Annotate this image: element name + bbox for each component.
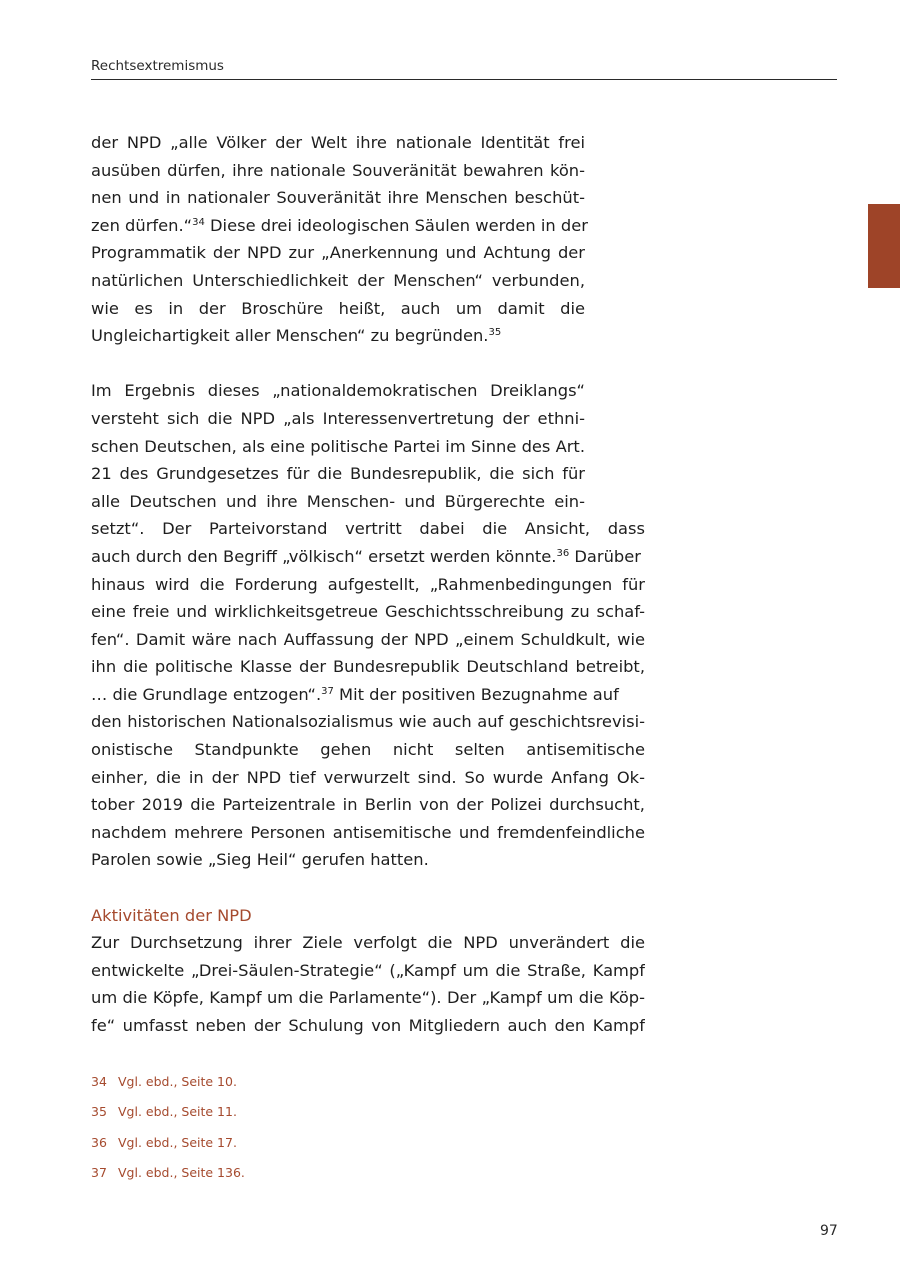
chapter-tab-marker bbox=[868, 204, 900, 288]
text-line: fe“ umfasst neben der Schulung von Mitgliedern auch den Kampf bbox=[91, 1016, 645, 1035]
text-segment: Ungleichartigkeit aller Menschen“ zu begründen. bbox=[91, 326, 489, 346]
footnote-number: 34 bbox=[91, 1074, 107, 1089]
footnote-ref: 35 bbox=[488, 327, 502, 339]
text-line: natürlichen Unterschiedlichkeit der Menschen“ verbunden, bbox=[91, 270, 585, 290]
text-line bbox=[91, 212, 588, 240]
text-line: entwickelte „Drei-Säulen-Strategie“ („Kampf um die Straße, Kampf bbox=[91, 960, 645, 980]
text-line: Parolen sowie „Sieg Heil“ gerufen hatten. bbox=[91, 850, 429, 870]
text-line: nachdem mehrere Personen antisemitische und fremdenfeindliche bbox=[91, 822, 645, 842]
text-line bbox=[91, 681, 645, 709]
paragraph-3 bbox=[91, 929, 645, 1039]
page-number: 97 bbox=[820, 1223, 838, 1239]
text-line: tober 2019 die Parteizentrale in Berlin von der Polizei durchsucht, bbox=[91, 795, 645, 815]
text-line: setzt“. Der Parteivorstand vertritt dabei die Ansicht, dass bbox=[91, 519, 645, 539]
text-segment: auch durch den Begriff „völkisch“ ersetzt werden könnte. bbox=[91, 546, 557, 566]
running-header: Rechtsextremismus bbox=[91, 58, 837, 80]
footnote-text: Vgl. ebd., Seite 136. bbox=[118, 1164, 245, 1180]
text-line: eine freie und wirklichkeitsgetreue Geschichtsschreibung zu schaf- bbox=[91, 602, 645, 622]
footnote-text: Vgl. ebd., Seite 17. bbox=[118, 1134, 237, 1150]
footnote-number: 37 bbox=[91, 1164, 107, 1180]
footnote-ref: 34 bbox=[192, 216, 205, 228]
text-line: hinaus wird die Forderung aufgestellt, „Rahmenbedingungen für bbox=[91, 574, 645, 594]
text-line: versteht sich die NPD „als Interessenvertretung der ethni- bbox=[91, 408, 585, 428]
footnote-text: Vgl. ebd., Seite 11. bbox=[118, 1104, 237, 1120]
text-line: um die Köpfe, Kampf um die Parlamente“). Der „Kampf um die Köp- bbox=[91, 988, 645, 1008]
footnotes bbox=[91, 1074, 245, 1195]
text-line: schen Deutschen, als eine politische Partei im Sinne des Art. bbox=[91, 436, 585, 456]
footnote-ref: 37 bbox=[321, 685, 334, 697]
section-heading: Aktivitäten der NPD bbox=[91, 905, 252, 925]
text-segment: Darüber bbox=[569, 546, 641, 566]
text-segment: Diese drei ideologischen Säulen werden in der bbox=[204, 215, 588, 235]
footnote bbox=[91, 1074, 245, 1104]
text-segment: Mit der positiven Bezugnahme auf bbox=[333, 684, 619, 704]
text-line: ihn die politische Klasse der Bundesrepublik Deutschland betreibt, bbox=[91, 657, 645, 677]
paragraph-2 bbox=[91, 377, 645, 874]
text-segment: … die Grundlage entzogen“. bbox=[91, 684, 322, 704]
text-line: Zur Durchsetzung ihrer Ziele verfolgt die NPD unverändert die bbox=[91, 933, 645, 953]
paragraph-1 bbox=[91, 129, 645, 350]
text-line bbox=[91, 543, 645, 571]
body-text bbox=[91, 129, 645, 1040]
footnote bbox=[91, 1135, 245, 1165]
text-line: alle Deutschen und ihre Menschen- und Bürgerechte ein- bbox=[91, 491, 585, 511]
text-line: der NPD „alle Völker der Welt ihre nationale Identität frei bbox=[91, 133, 585, 152]
footnote-ref: 36 bbox=[556, 547, 570, 559]
text-line bbox=[91, 322, 645, 350]
text-line: onistische Standpunkte gehen nicht selten antisemitische bbox=[91, 740, 645, 760]
text-segment: zen dürfen.“ bbox=[91, 215, 193, 235]
text-line: wie es in der Broschüre heißt, auch um damit die bbox=[91, 298, 585, 318]
footnote-text: Vgl. ebd., Seite 10. bbox=[118, 1074, 237, 1089]
footnote-number: 35 bbox=[91, 1104, 107, 1120]
text-line: den historischen Nationalsozialismus wie auch auf geschichtsrevisi- bbox=[91, 712, 645, 732]
text-line: 21 des Grundgesetzes für die Bundesrepublik, die sich für bbox=[91, 464, 585, 484]
text-line: fen“. Damit wäre nach Auffassung der NPD „einem Schuldkult, wie bbox=[91, 629, 645, 649]
footnote bbox=[91, 1104, 245, 1134]
text-line: Programmatik der NPD zur „Anerkennung und Achtung der bbox=[91, 243, 585, 263]
text-line: einher, die in der NPD tief verwurzelt sind. So wurde Anfang Ok- bbox=[91, 767, 645, 787]
footnote bbox=[91, 1165, 245, 1195]
footnote-number: 36 bbox=[91, 1134, 107, 1150]
text-line: ausüben dürfen, ihre nationale Souveränität bewahren kön- bbox=[91, 160, 585, 180]
text-line: nen und in nationaler Souveränität ihre Menschen beschüt- bbox=[91, 188, 585, 208]
text-line: Im Ergebnis dieses „nationaldemokratischen Dreiklangs“ bbox=[91, 381, 585, 401]
